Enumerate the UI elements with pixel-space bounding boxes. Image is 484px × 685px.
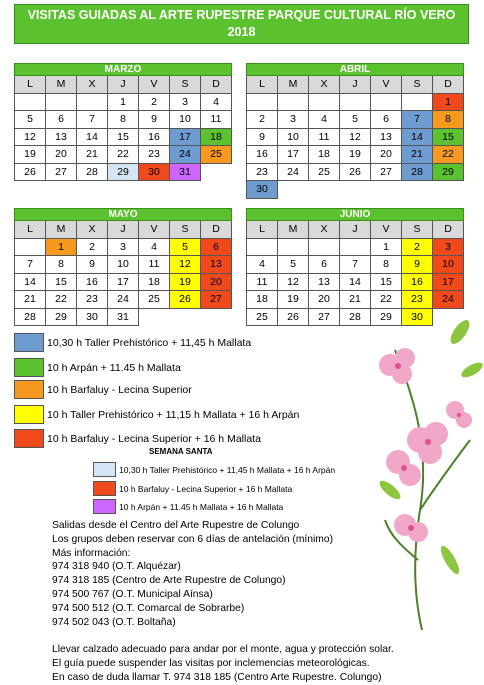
weekday-header: X — [77, 76, 108, 94]
calendar-day: 29 — [433, 163, 464, 181]
calendar-day: 9 — [77, 256, 108, 274]
legend-swatch — [93, 481, 116, 496]
calendar-day: 10 — [108, 256, 139, 274]
calendar-day: 5 — [170, 238, 201, 256]
calendar-day: 26 — [340, 163, 371, 181]
calendar-day: 24 — [170, 146, 201, 164]
footer-line: Llevar calzado adecuado para andar por el monte, agua y protección solar. — [52, 644, 394, 655]
weekday-header: L — [15, 76, 46, 94]
legend-swatch — [93, 499, 116, 514]
calendar-day: 6 — [201, 238, 232, 256]
weekday-header: X — [309, 221, 340, 239]
calendar-day: 21 — [15, 291, 46, 309]
semana-santa-item — [93, 462, 335, 477]
calendar-day: 24 — [278, 163, 309, 181]
semana-santa-item — [93, 481, 292, 496]
weekday-header: M — [46, 221, 77, 239]
legend-swatch — [14, 333, 44, 352]
calendar-day: 4 — [139, 238, 170, 256]
calendar-day: 24 — [108, 291, 139, 309]
info-line: Salidas desde el Centro del Arte Rupestre de Colungo — [52, 520, 300, 531]
info-block — [52, 519, 333, 629]
calendar-day: 18 — [309, 146, 340, 164]
legend-label: 10 h Barfaluy - Lecina Superior + 16 h Mallata — [47, 432, 261, 445]
calendar-day: 13 — [371, 128, 402, 146]
calendar-day: 8 — [371, 256, 402, 274]
calendar-day: 29 — [108, 163, 139, 181]
legend-label: 10 h Arpán + 11.45 h Mallata + 16 h Mallata — [119, 501, 284, 512]
calendar-day: 12 — [340, 128, 371, 146]
info-line: 974 318 940 (O.T. Alquézar) — [52, 561, 181, 573]
calendar-abril — [246, 63, 464, 199]
weekday-header: V — [139, 221, 170, 239]
page-title: VISITAS GUIADAS AL ARTE RUPESTRE PARQUE CULTURAL RÍO VERO 2018 — [14, 4, 469, 44]
calendar-day: 28 — [15, 308, 46, 326]
calendar-blank — [433, 181, 464, 199]
calendar-day: 29 — [46, 308, 77, 326]
calendar-day: 10 — [170, 111, 201, 129]
calendar-day: 16 — [402, 273, 433, 291]
weekday-header: M — [278, 76, 309, 94]
weekday-header: V — [139, 76, 170, 94]
calendar-blank — [278, 181, 309, 199]
calendar-day: 28 — [77, 163, 108, 181]
calendar-day: 25 — [247, 308, 278, 326]
calendar-day: 23 — [402, 291, 433, 309]
calendar-day: 25 — [139, 291, 170, 309]
calendar-day: 28 — [402, 163, 433, 181]
legend-item — [14, 333, 251, 352]
calendar-day: 2 — [139, 93, 170, 111]
calendar-day: 17 — [433, 273, 464, 291]
calendar-day: 23 — [77, 291, 108, 309]
calendar-day: 21 — [402, 146, 433, 164]
calendar-day: 8 — [433, 111, 464, 129]
calendar-day: 10 — [433, 256, 464, 274]
legend-item — [14, 358, 181, 377]
weekday-header: V — [371, 76, 402, 94]
calendar-day: 27 — [371, 163, 402, 181]
calendar-day: 15 — [108, 128, 139, 146]
calendar-day: 2 — [77, 238, 108, 256]
calendar-day: 5 — [340, 111, 371, 129]
flower-illustration — [360, 310, 484, 640]
calendar-day: 14 — [15, 273, 46, 291]
calendar-day — [278, 238, 309, 256]
calendar-day: 11 — [309, 128, 340, 146]
calendar-day: 1 — [108, 93, 139, 111]
weekday-header: M — [46, 76, 77, 94]
calendar-day: 18 — [201, 128, 232, 146]
info-line: 974 318 185 (Centro de Arte Rupestre de Colungo) — [52, 575, 286, 587]
calendar-day: 13 — [46, 128, 77, 146]
calendar-day: 18 — [247, 291, 278, 309]
calendar-blank — [309, 181, 340, 199]
month-name: MARZO — [15, 64, 232, 76]
calendar-day — [46, 93, 77, 111]
weekday-header: J — [340, 221, 371, 239]
calendar-day: 10 — [278, 128, 309, 146]
calendar-day: 6 — [46, 111, 77, 129]
calendar-day: 3 — [170, 93, 201, 111]
legend-swatch — [14, 358, 44, 377]
month-name: JUNIO — [247, 209, 464, 221]
calendar-day: 12 — [170, 256, 201, 274]
calendar-day — [15, 93, 46, 111]
calendar-day: 28 — [340, 308, 371, 326]
calendar-day: 7 — [15, 256, 46, 274]
weekday-header: L — [247, 76, 278, 94]
legend-item — [14, 429, 261, 448]
weekday-header: J — [340, 76, 371, 94]
calendar-day: 11 — [139, 256, 170, 274]
calendar-day: 1 — [46, 238, 77, 256]
calendar-day: 30 — [402, 308, 433, 326]
calendar-day: 6 — [309, 256, 340, 274]
calendar-day: 9 — [139, 111, 170, 129]
calendar-day — [278, 93, 309, 111]
calendar-day: 21 — [77, 146, 108, 164]
legend-swatch — [14, 405, 44, 424]
weekday-header: S — [170, 221, 201, 239]
legend-label: 10 h Taller Prehistórico + 11,15 h Mallata + 16 h Arpán — [47, 408, 300, 421]
weekday-header: D — [201, 221, 232, 239]
calendar-day: 17 — [108, 273, 139, 291]
calendar-day: 19 — [15, 146, 46, 164]
info-line: 974 500 767 (O.T. Municipal Aínsa) — [52, 588, 213, 600]
calendar-day: 16 — [247, 146, 278, 164]
weekday-header: S — [170, 76, 201, 94]
calendar-day: 25 — [309, 163, 340, 181]
calendar-day: 1 — [371, 238, 402, 256]
calendar-day: 19 — [340, 146, 371, 164]
weekday-header: L — [247, 221, 278, 239]
calendar-day: 15 — [46, 273, 77, 291]
info-line: Más información: — [52, 547, 131, 559]
calendar-day: 3 — [433, 238, 464, 256]
calendar-day — [371, 93, 402, 111]
legend-item — [14, 380, 192, 399]
legend-label: 10 h Arpán + 11.45 h Mallata — [47, 361, 181, 374]
weekday-header: L — [15, 221, 46, 239]
calendar-day: 2 — [247, 111, 278, 129]
calendar-day — [402, 93, 433, 111]
legend-label: 10,30 h Taller Prehistórico + 11,45 h Mallata — [47, 336, 252, 349]
weekday-header: V — [371, 221, 402, 239]
calendar-day: 26 — [278, 308, 309, 326]
calendar-day — [247, 93, 278, 111]
calendar-day: 23 — [247, 163, 278, 181]
calendar-day: 29 — [371, 308, 402, 326]
blossom-icon — [379, 348, 472, 542]
calendar-blank — [201, 163, 232, 181]
calendar-day: 9 — [247, 128, 278, 146]
calendar-day: 1 — [433, 93, 464, 111]
calendar-day — [247, 238, 278, 256]
legend-label: 10 h Barfaluy - Lecina Superior — [47, 383, 192, 396]
legend-label: 10 h Barfaluy - Lecina Superior + 16 h Mallata — [119, 483, 293, 494]
calendar-day: 18 — [139, 273, 170, 291]
calendar-day: 15 — [371, 273, 402, 291]
calendar-day: 3 — [108, 238, 139, 256]
calendar-day: 27 — [46, 163, 77, 181]
calendar-day: 30 — [77, 308, 108, 326]
calendar-day: 14 — [77, 128, 108, 146]
calendar-day: 12 — [278, 273, 309, 291]
calendar-day: 3 — [278, 111, 309, 129]
info-line: 974 500 512 (O.T. Comarcal de Sobrarbe) — [52, 602, 245, 614]
calendar-day: 30 — [247, 181, 278, 199]
legend-swatch — [14, 380, 44, 399]
calendar-day: 22 — [108, 146, 139, 164]
calendar-day: 19 — [170, 273, 201, 291]
calendar-day: 20 — [371, 146, 402, 164]
calendar-blank — [139, 308, 170, 326]
calendar-day: 26 — [170, 291, 201, 309]
calendar-mayo — [14, 208, 232, 326]
calendar-day: 7 — [402, 111, 433, 129]
calendar-day: 11 — [247, 273, 278, 291]
calendar-day: 20 — [309, 291, 340, 309]
calendar-blank — [201, 308, 232, 326]
calendar-day — [340, 238, 371, 256]
calendar-marzo — [14, 63, 232, 181]
calendar-blank — [170, 308, 201, 326]
calendar-day: 5 — [278, 256, 309, 274]
calendar-blank — [371, 181, 402, 199]
calendar-day: 13 — [309, 273, 340, 291]
month-name: ABRIL — [247, 64, 464, 76]
calendar-day: 9 — [402, 256, 433, 274]
calendar-day — [15, 238, 46, 256]
calendar-day: 30 — [139, 163, 170, 181]
calendar-day: 7 — [77, 111, 108, 129]
calendar-day: 11 — [201, 111, 232, 129]
calendar-day: 12 — [15, 128, 46, 146]
calendar-day: 31 — [170, 163, 201, 181]
calendar-day: 8 — [108, 111, 139, 129]
calendar-day: 14 — [402, 128, 433, 146]
calendar-day: 15 — [433, 128, 464, 146]
weekday-header: S — [402, 221, 433, 239]
weekday-header: D — [201, 76, 232, 94]
calendar-day: 4 — [309, 111, 340, 129]
footer-notes — [52, 643, 394, 684]
legend-item — [14, 405, 299, 424]
weekday-header: J — [108, 221, 139, 239]
info-line: Los grupos deben reservar con 6 días de antelación (mínimo) — [52, 533, 334, 545]
weekday-header: D — [433, 76, 464, 94]
legend-swatch — [93, 462, 116, 477]
calendar-day: 31 — [108, 308, 139, 326]
calendar-day: 22 — [433, 146, 464, 164]
calendar-day: 21 — [340, 291, 371, 309]
calendar-day: 20 — [46, 146, 77, 164]
calendar-day: 8 — [46, 256, 77, 274]
weekday-header: J — [108, 76, 139, 94]
calendar-day: 7 — [340, 256, 371, 274]
month-name: MAYO — [15, 209, 232, 221]
calendar-day: 20 — [201, 273, 232, 291]
calendar-day — [340, 93, 371, 111]
calendar-day: 16 — [77, 273, 108, 291]
semana-santa-title: SEMANA SANTA — [149, 447, 213, 456]
weekday-header: X — [309, 76, 340, 94]
calendar-day: 26 — [15, 163, 46, 181]
calendar-blank — [340, 181, 371, 199]
calendar-blank — [402, 181, 433, 199]
calendar-day: 22 — [46, 291, 77, 309]
footer-line: El guía puede suspender las visitas por inclemencias meteorológicas. — [52, 657, 370, 669]
calendar-day: 4 — [247, 256, 278, 274]
calendar-day: 19 — [278, 291, 309, 309]
calendar-day — [309, 238, 340, 256]
calendar-day: 4 — [201, 93, 232, 111]
semana-santa-item — [93, 499, 283, 514]
calendar-day: 23 — [139, 146, 170, 164]
calendar-day: 27 — [309, 308, 340, 326]
calendar-day: 17 — [170, 128, 201, 146]
footer-line: En caso de duda llamar T. 974 318 185 (Centro Arte Rupestre. Colungo) — [52, 671, 382, 683]
weekday-header: M — [278, 221, 309, 239]
weekday-header: D — [433, 221, 464, 239]
calendar-day: 25 — [201, 146, 232, 164]
legend-label: 10,30 h Taller Prehistórico + 11,45 h Mallata + 16 h Arpán — [119, 464, 336, 475]
info-line: 974 502 043 (O.T. Boltaña) — [52, 616, 176, 628]
calendar-day: 24 — [433, 291, 464, 309]
calendar-day: 13 — [201, 256, 232, 274]
calendar-day: 2 — [402, 238, 433, 256]
weekday-header: X — [77, 221, 108, 239]
calendar-day — [309, 93, 340, 111]
calendar-day: 27 — [201, 291, 232, 309]
calendar-day: 16 — [139, 128, 170, 146]
calendar-day: 6 — [371, 111, 402, 129]
calendar-junio — [246, 208, 464, 326]
calendar-day — [77, 93, 108, 111]
calendar-day: 14 — [340, 273, 371, 291]
calendar-day: 17 — [278, 146, 309, 164]
calendar-day: 5 — [15, 111, 46, 129]
weekday-header: S — [402, 76, 433, 94]
calendar-day: 22 — [371, 291, 402, 309]
legend-swatch — [14, 429, 44, 448]
stem-icon — [385, 350, 470, 630]
